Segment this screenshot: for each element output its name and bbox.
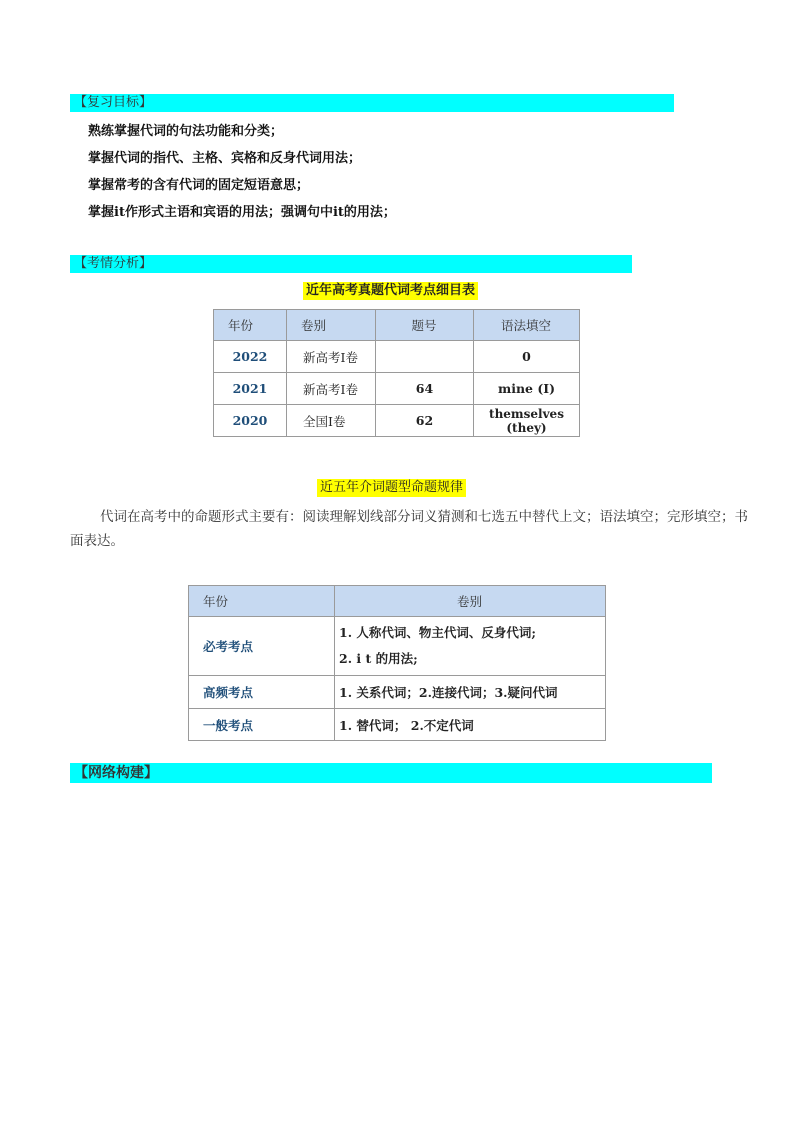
content-cell xyxy=(335,617,606,676)
table-header-cell: 语法填空 xyxy=(474,310,580,341)
content-line: 1. 人称代词、物主代词、反身代词; xyxy=(339,625,537,640)
table-header-row xyxy=(189,586,606,617)
goal-item: 掌握it作形式主语和宾语的用法；强调句中it的用法； xyxy=(88,205,396,220)
analysis-paragraph xyxy=(70,505,756,553)
table2-title: 近五年介词题型命题规律 xyxy=(317,479,466,497)
table-row xyxy=(189,709,606,741)
table-row xyxy=(189,676,606,709)
exam-points-table xyxy=(213,309,580,437)
category-cell: 一般考点 xyxy=(189,709,335,741)
table-row xyxy=(189,617,606,676)
goal-item: 熟练掌握代词的句法功能和分类； xyxy=(88,124,284,139)
table-header-cell: 卷别 xyxy=(287,310,376,341)
paper-cell: 全国I卷 xyxy=(287,405,376,437)
category-cell: 高频考点 xyxy=(189,676,335,709)
table-header-row xyxy=(214,310,580,341)
year-cell: 2021 xyxy=(214,373,287,405)
paper-cell: 新高考I卷 xyxy=(287,373,376,405)
table1-title: 近年高考真题代词考点细目表 xyxy=(303,282,478,300)
section-header-network: 【网络构建】 xyxy=(70,763,712,783)
table-header-cell: 卷别 xyxy=(335,586,606,617)
table-header-cell: 年份 xyxy=(189,586,335,617)
section-header-review-goals: 【复习目标】 xyxy=(70,94,674,112)
analysis-paragraph-text: 代词在高考中的命题形式主要有：阅读理解划线部分词义猜测和七选五中替代上文；语法填空；完形填空；书面表达。 xyxy=(70,509,748,549)
table-header-cell: 题号 xyxy=(376,310,474,341)
question-cell: 64 xyxy=(376,373,474,405)
table-row xyxy=(214,341,580,373)
table-row xyxy=(214,373,580,405)
exam-pattern-table xyxy=(188,585,606,741)
answer-cell: themselves (they) xyxy=(474,405,580,437)
goal-item: 掌握代词的指代、主格、宾格和反身代词用法； xyxy=(88,151,362,166)
content-cell: 1. 替代词； 2.不定代词 xyxy=(335,709,606,741)
goal-item: 掌握常考的含有代词的固定短语意思； xyxy=(88,178,310,193)
table-row xyxy=(214,405,580,437)
table-header-cell: 年份 xyxy=(214,310,287,341)
year-cell: 2020 xyxy=(214,405,287,437)
content-cell: 1. 关系代词；2.连接代词；3.疑问代词 xyxy=(335,676,606,709)
category-cell: 必考考点 xyxy=(189,617,335,676)
section-header-exam-analysis: 【考情分析】 xyxy=(70,255,632,273)
answer-cell: mine (I) xyxy=(474,373,580,405)
question-cell: 62 xyxy=(376,405,474,437)
year-cell: 2022 xyxy=(214,341,287,373)
content-line: 2. i t 的用法; xyxy=(339,651,418,666)
question-cell xyxy=(376,341,474,373)
answer-cell: 0 xyxy=(474,341,580,373)
paper-cell: 新高考I卷 xyxy=(287,341,376,373)
